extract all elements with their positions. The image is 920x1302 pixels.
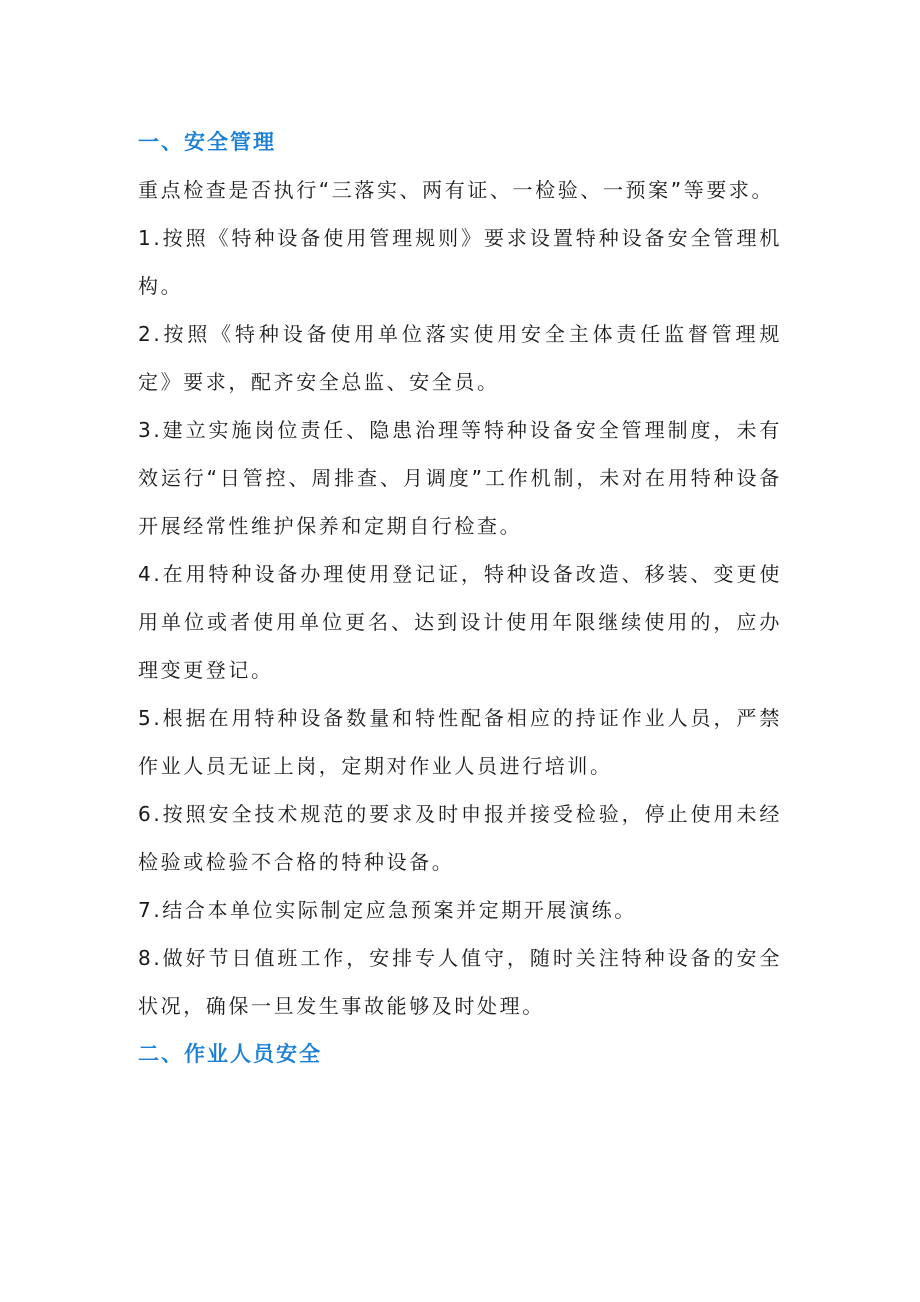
paragraph-item-5: 5.根据在用特种设备数量和特性配备相应的持证作业人员，严禁作业人员无证上岗，定期对作业人员进行培训。 xyxy=(138,706,782,778)
paragraph-item-7: 7.结合本单位实际制定应急预案并定期开展演练。 xyxy=(138,898,637,922)
paragraph-item-2: 2.按照《特种设备使用单位落实使用安全主体责任监督管理规定》要求，配齐安全总监、安全员。 xyxy=(138,322,782,394)
paragraph-item-8: 8.做好节日值班工作，安排专人值守，随时关注特种设备的安全状况，确保一旦发生事故能够及时处理。 xyxy=(138,946,782,1018)
paragraph-intro: 重点检查是否执行“三落实、两有证、一检验、一预案”等要求。 xyxy=(138,178,775,202)
section-heading-safety-management: 一、安全管理 xyxy=(138,130,276,154)
paragraph-item-4: 4.在用特种设备办理使用登记证，特种设备改造、移装、变更使用单位或者使用单位更名、达到设计使用年限继续使用的，应办理变更登记。 xyxy=(138,562,782,682)
section-heading-operator-safety: 二、作业人员安全 xyxy=(138,1042,322,1066)
paragraph-item-6: 6.按照安全技术规范的要求及时申报并接受检验，停止使用未经检验或检验不合格的特种设备。 xyxy=(138,802,782,874)
paragraph-item-3: 3.建立实施岗位责任、隐患治理等特种设备安全管理制度，未有效运行“日管控、周排查、月调度”工作机制，未对在用特种设备开展经常性维护保养和定期自行检查。 xyxy=(138,418,782,538)
document-body xyxy=(138,118,782,1078)
paragraph-item-1: 1.按照《特种设备使用管理规则》要求设置特种设备安全管理机构。 xyxy=(138,226,782,298)
